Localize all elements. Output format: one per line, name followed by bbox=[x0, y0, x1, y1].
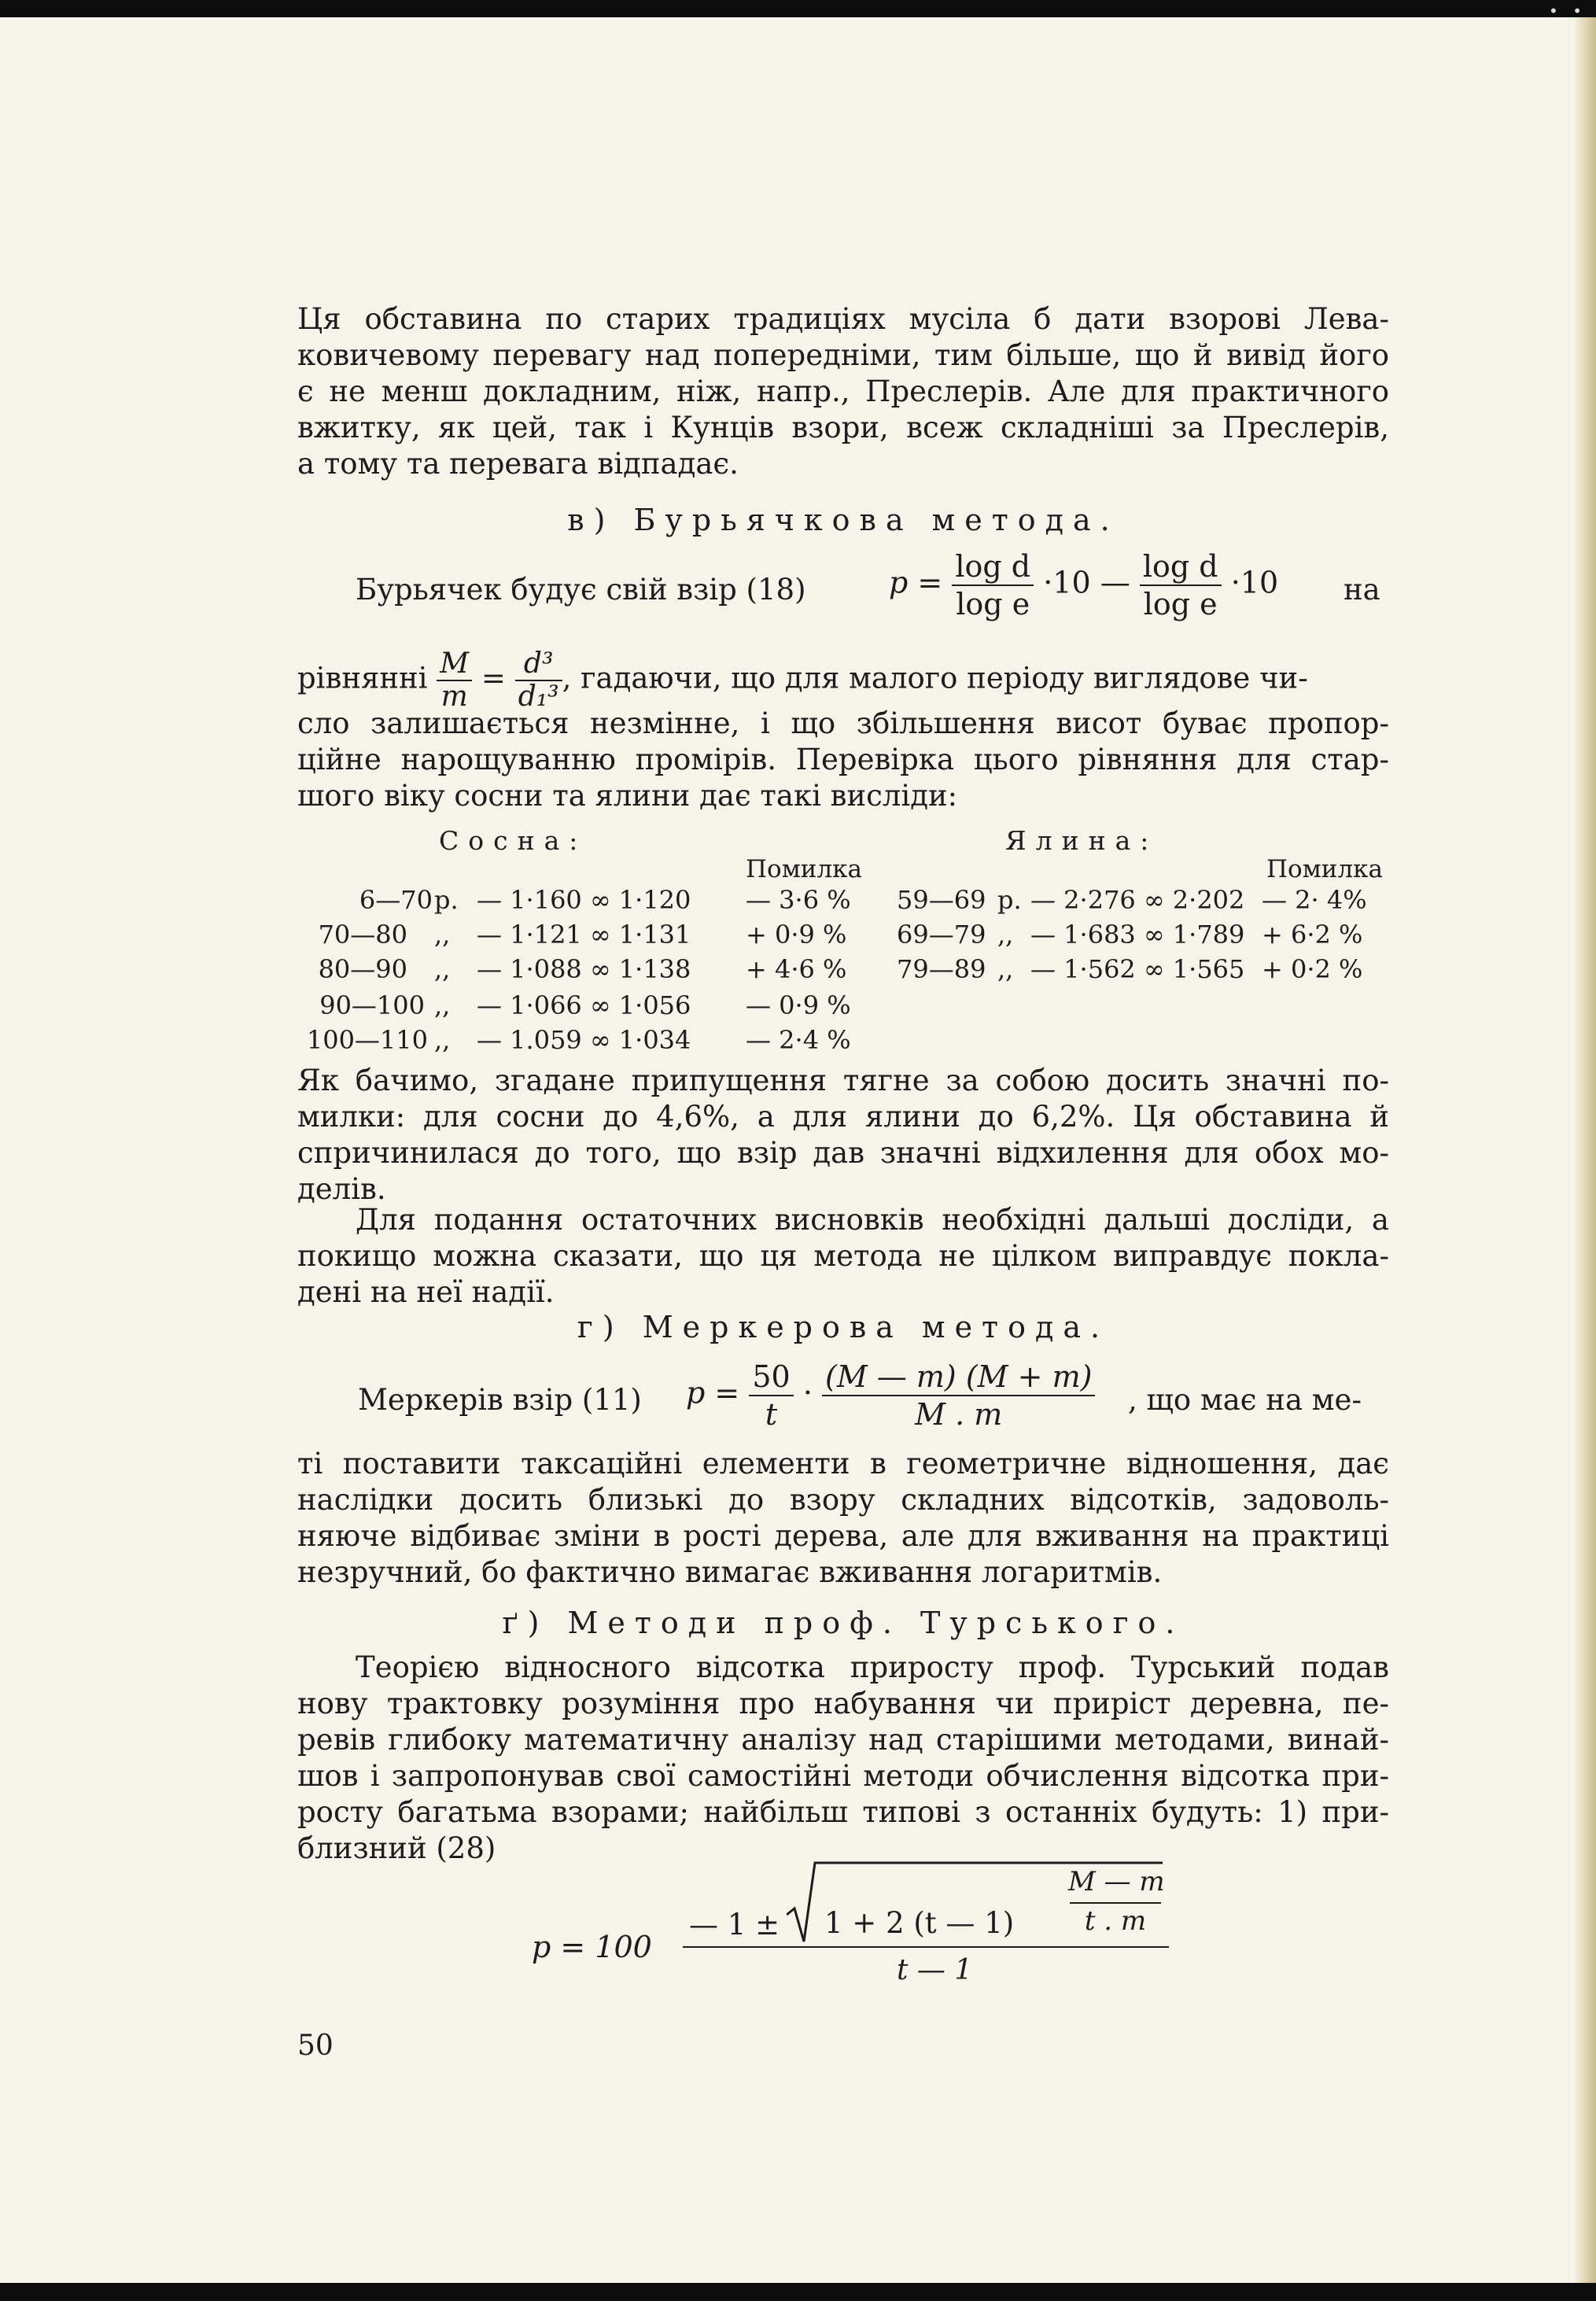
pine-error: + 0·9 % bbox=[746, 920, 847, 950]
spruce-age: 69—79 bbox=[897, 920, 986, 950]
spruce-unit: ,, bbox=[997, 954, 1014, 984]
inner-denominator: t . m bbox=[1084, 1905, 1147, 1937]
pine-age: 6—70 bbox=[359, 885, 433, 915]
formula-fraction: $\frac{\text{log d}}{\text{log e}}$ bbox=[1140, 548, 1222, 622]
text-line: є не менш докладним, ніж, напр., Преслерів. Але для практичного bbox=[297, 374, 1389, 408]
formula-11: p = $\frac{50}{t}$ · $\frac{(M — m) (M + m)}{M . m}$ bbox=[686, 1359, 1095, 1433]
inner-fraction-bar bbox=[1070, 1902, 1161, 1904]
text-line: дені на неї надії. bbox=[297, 1275, 555, 1309]
text-line: нову трактовку розуміння про набування чи приріст деревна, пе- bbox=[297, 1687, 1389, 1720]
spruce-values: — 1·562 ∞ 1·565 bbox=[1030, 954, 1245, 984]
formula-fraction: $\frac{\text{log d}}{\text{log e}}$ bbox=[952, 548, 1034, 622]
buriachek-intro: Бурьячек будує свій взір (18) bbox=[356, 573, 806, 607]
spruce-error: + 0·2 % bbox=[1262, 954, 1363, 984]
text-line: милки: для сосни до 4,6%, а для ялини до 6,2%. Ця обставина й bbox=[297, 1100, 1389, 1134]
spruce-values: — 1·683 ∞ 1·789 bbox=[1030, 920, 1245, 950]
pine-age: 80—90 bbox=[318, 954, 407, 984]
pine-age: 90—100 bbox=[319, 990, 425, 1020]
formula-symbol: ·10 — bbox=[1043, 565, 1130, 600]
formula-28-denominator: t — 1 bbox=[897, 1954, 973, 1986]
text-line: ревів глибоку математичну аналізу над старішими методами, винай- bbox=[297, 1723, 1389, 1757]
text-line: шов і запропонував свої самостійні методи обчислення відсотка при- bbox=[297, 1759, 1389, 1793]
text-line: а тому та перевага відпадає. bbox=[297, 447, 739, 481]
radicand: 1 + 2 (t — 1) bbox=[824, 1906, 1015, 1940]
pine-error: — 3·6 % bbox=[746, 885, 851, 915]
text-line: Ця обставина по старих традиціях мусіла б дати взорові Лева- bbox=[297, 302, 1389, 336]
text-line: Для подання остаточних висновків необхідні дальші досліди, а bbox=[356, 1203, 1389, 1237]
inner-numerator: M — m bbox=[1068, 1866, 1165, 1897]
pine-error: — 0·9 % bbox=[746, 990, 851, 1020]
pine-values: — 1.059 ∞ 1·034 bbox=[477, 1025, 691, 1055]
section-heading-tursky: ґ) Методи проф. Турського. bbox=[502, 1606, 1185, 1640]
text-line: незручний, бо фактично вимагає вживання логаритмів. bbox=[297, 1555, 1163, 1589]
corner-marks: • • bbox=[1549, 2, 1587, 20]
text-line: спричинилася до того, що взір дав значні відхилення для обох мо- bbox=[297, 1136, 1389, 1170]
spruce-error: — 2· 4% bbox=[1262, 885, 1367, 915]
spruce-unit: р. bbox=[997, 885, 1022, 915]
text-line: сло залишається незмінне, і що збільшення висот буває пропор- bbox=[297, 706, 1389, 740]
pine-age: 100—110 bbox=[306, 1025, 428, 1055]
section-heading-buriachek: в) Бурьячкова метода. bbox=[567, 503, 1119, 537]
formula-fraction: $\frac{\text{d³}}{\text{d₁³}}$ bbox=[515, 648, 562, 713]
pine-values: — 1·088 ∞ 1·138 bbox=[477, 954, 691, 984]
merker-intro: Меркерів взір (11) bbox=[358, 1383, 642, 1417]
spruce-age: 59—69 bbox=[897, 885, 986, 915]
text-line: делів. bbox=[297, 1172, 386, 1206]
paragraph-2 bbox=[297, 1063, 1389, 1208]
pine-title: Сосна: bbox=[439, 825, 588, 856]
paragraph-buriachek bbox=[297, 706, 1389, 814]
text-line: росту багатьма взорами; найбільш типові з останніх будуть: 1) при- bbox=[297, 1795, 1389, 1829]
pine-unit: р. bbox=[434, 885, 459, 915]
pine-values: — 1·160 ∞ 1·120 bbox=[477, 885, 691, 915]
paragraph-4 bbox=[297, 1650, 1389, 1867]
text-line: Як бачимо, згадане припущення тягне за собою досить значні по- bbox=[297, 1064, 1389, 1097]
section-heading-merker: г) Меркерова метода. bbox=[577, 1310, 1110, 1344]
pine-unit: ,, bbox=[434, 990, 451, 1020]
text-line: шого віку сосни та ялини дає такі висліди: bbox=[297, 779, 958, 813]
paragraph-1 bbox=[297, 301, 1389, 482]
formula-symbol: = bbox=[917, 565, 943, 600]
text-line: наслідки досить близькі до взору складних відсотків, задоволь- bbox=[297, 1483, 1389, 1517]
spruce-title: Ялина: bbox=[1005, 825, 1159, 856]
spruce-age: 79—89 bbox=[897, 954, 986, 984]
text-line: Теорією відносного відсотка приросту проф. Турський подав bbox=[356, 1650, 1389, 1684]
pine-error: + 4·6 % bbox=[746, 954, 847, 984]
page-edge-shadow bbox=[1572, 17, 1596, 2283]
merker-tail: , що має на ме- bbox=[1128, 1383, 1362, 1417]
formula-fraction: $\frac{50}{t}$ bbox=[749, 1359, 793, 1433]
formula-symbol: ·10 bbox=[1230, 565, 1279, 600]
pine-values: — 1·121 ∞ 1·131 bbox=[477, 920, 691, 950]
paragraph-3 bbox=[297, 1202, 1389, 1311]
equation-line: рівнянні $\frac{M}{m}$ = $\frac{\text{d³}}{\text{d₁³}}$ , гадаючи, що для малого періоду виглядове чи- bbox=[297, 647, 1308, 713]
spruce-error: + 6·2 % bbox=[1262, 920, 1363, 950]
paragraph-merker bbox=[297, 1446, 1389, 1591]
buriachek-tail: на bbox=[1344, 573, 1380, 607]
formula-fraction: $\frac{M}{m}$ bbox=[437, 648, 472, 713]
text-line: вжитку, як цей, так і Кунців взори, всеж складніші за Преслерів, bbox=[297, 411, 1389, 444]
pine-age: 70—80 bbox=[318, 920, 407, 950]
formula-symbol: p bbox=[889, 565, 909, 600]
spruce-error-header: Помилка bbox=[1266, 855, 1384, 883]
pine-unit: ,, bbox=[434, 920, 451, 950]
pine-error: — 2·4 % bbox=[746, 1025, 851, 1055]
text-line: няюче відбиває зміни в рості дерева, але для вживання на практиці bbox=[297, 1519, 1389, 1553]
pine-values: — 1·066 ∞ 1·056 bbox=[477, 990, 691, 1020]
spruce-unit: ,, bbox=[997, 920, 1014, 950]
formula-fraction: $\frac{(M — m) (M + m)}{M . m}$ bbox=[822, 1359, 1095, 1433]
text-line: ковичевому перевагу над попередніми, тим більше, що й вивід його bbox=[297, 338, 1389, 372]
page-number: 50 bbox=[297, 2030, 334, 2062]
text-line: покищо можна сказати, що ця метода не цілком виправдує покла- bbox=[297, 1239, 1389, 1273]
formula-28-prefix: — 1 ± bbox=[689, 1908, 780, 1941]
pine-unit: ,, bbox=[434, 954, 451, 984]
main-fraction-bar bbox=[683, 1946, 1169, 1948]
text-line: ті поставити таксаційні елементи в геометричне відношення, дає bbox=[297, 1447, 1389, 1481]
pine-error-header: Помилка bbox=[746, 855, 863, 883]
formula-18 bbox=[889, 548, 1278, 622]
pine-unit: ,, bbox=[434, 1025, 451, 1055]
formula-28-lhs: p = 100 bbox=[532, 1930, 652, 1964]
text-line: ційне нарощуванню промірів. Перевірка цього рівняння для стар- bbox=[297, 743, 1389, 776]
text-line: близний (28) bbox=[297, 1831, 496, 1865]
spruce-values: — 2·276 ∞ 2·202 bbox=[1030, 885, 1245, 915]
